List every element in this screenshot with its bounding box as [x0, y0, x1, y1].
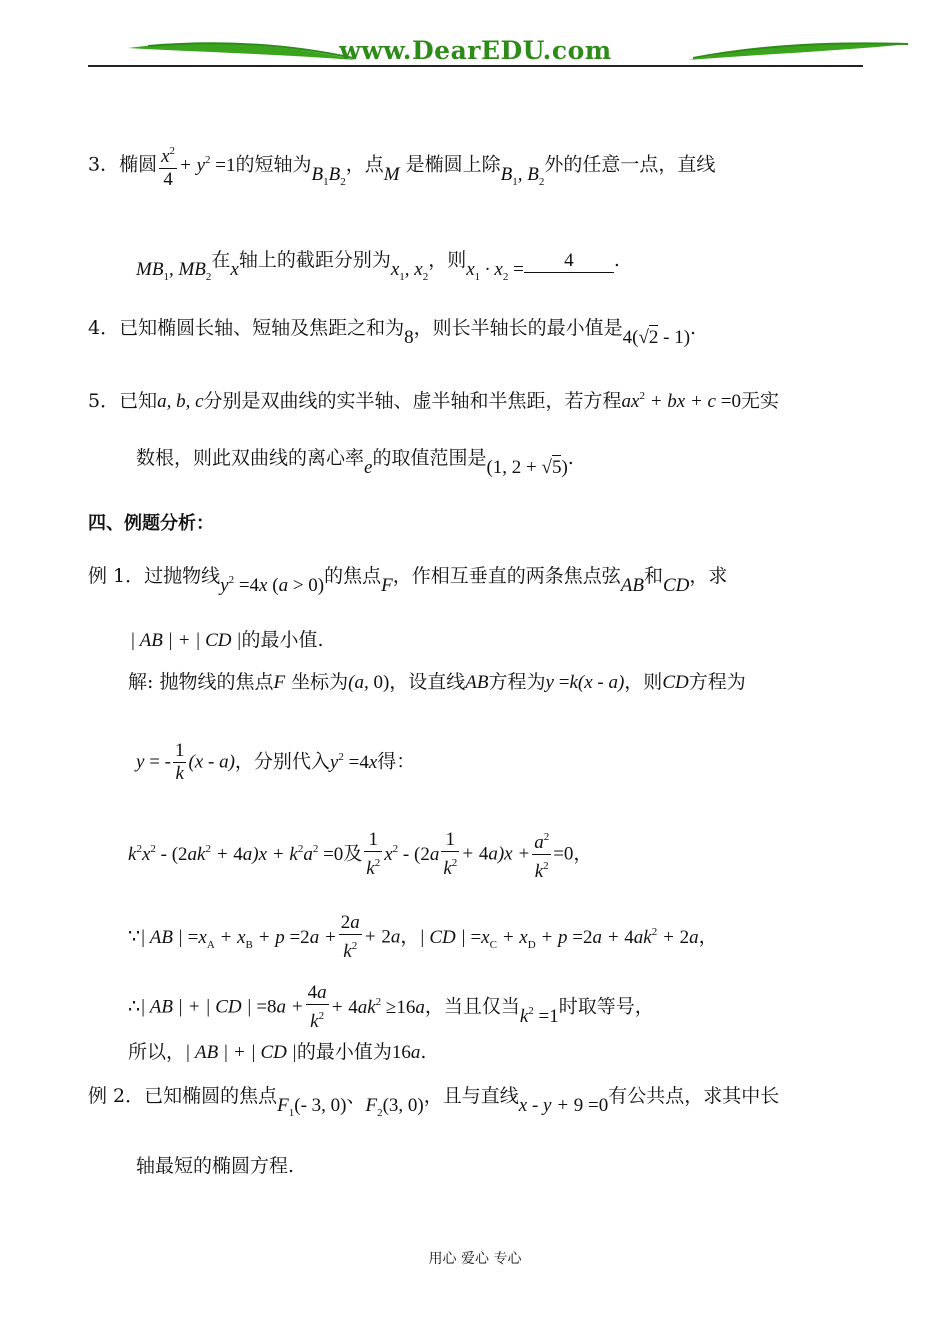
solution-because-line: ∵| AB | $=x_A + x_B + p =2a$ + $\frac{2a}{k^2}$ + 2a，| CD | $=x_C + x_D + p =2a + 4ak^2 + 2a$， [128, 912, 718, 962]
solution-equations: $k^2x^2 - (2ak^2 + 4a)x + k^2a^2 =0$及 $\frac{1}{k^2}$ $x^2 - (2a$ $\frac{1}{k^2}$ + 4a)x + $\frac{a^2}{k^2}$ =0， [128, 826, 592, 883]
solution-line-2: y = - $\frac{1}{k}$ (x - a)，分别代入$y^2 =4x$得： [136, 740, 416, 784]
header-rule [88, 65, 863, 67]
question-3-line-2: $MB_1$, $MB_2$在x轴上的截距分别为$x_1$, $x_2$，则$x_1 \cdot x_2 = 4$ . [136, 249, 620, 283]
q3-answer-blank: 4 [524, 250, 614, 273]
example-2-line-1: 例 2．已知椭圆的焦点$F_1(-$ 3, 0)、$F_2(3$, 0)，且与直线x - y + 9 =0有公共点，求其中长 [88, 1085, 780, 1119]
solution-line-1: 解: 抛物线的焦点F 坐标为(a, 0)，设直线AB方程为y =k(x - a)，则CD方程为 [128, 671, 746, 693]
solution-conclusion: 所以，| AB | + | CD |的最小值为16a. [128, 1041, 427, 1063]
section-heading: 四、例题分析： [88, 513, 214, 534]
page-footer: 用心 爱心 专心 [428, 1251, 522, 1267]
question-5-line-1: 5．已知a, b, c分别是双曲线的实半轴、虚半轴和半焦距，若方程$ax^2$ + bx + c =0无实 [88, 390, 779, 412]
page-header [88, 34, 863, 70]
example-1-line-1: 例 1．过抛物线$y^2 =4x$ (a > 0)的焦点F，作相互垂直的两条焦点弦AB和CD，求 [88, 565, 728, 596]
example-1-line-2: | AB | + | CD |的最小值. [130, 629, 324, 651]
solution-therefore-line: ∴| AB | + | CD | =8a + $\frac{4a}{k^2}$ + $4ak^2 \ge 16a$，当且仅当$k^2 =1$时取等号， [128, 982, 654, 1032]
example-2-line-2: 轴最短的椭圆方程. [136, 1155, 295, 1177]
leaf-right-icon [688, 38, 918, 68]
question-5-line-2: 数根，则此双曲线的离心率e的取值范围是(1, 2 + √5). [136, 447, 574, 478]
question-3-line-1: 3．椭圆 $\frac{x^2}{4}$ + $y^2 =1$的短轴为$B_1B_2$，点M 是椭圆上除$B_1$, $B_2$外的任意一点，直线 [88, 140, 715, 191]
site-logo-text: www.DearEDU.com [339, 36, 612, 65]
question-4: 4．已知椭圆长轴、短轴及焦距之和为8，则长半轴长的最小值是4(√2 - 1). [88, 317, 697, 348]
